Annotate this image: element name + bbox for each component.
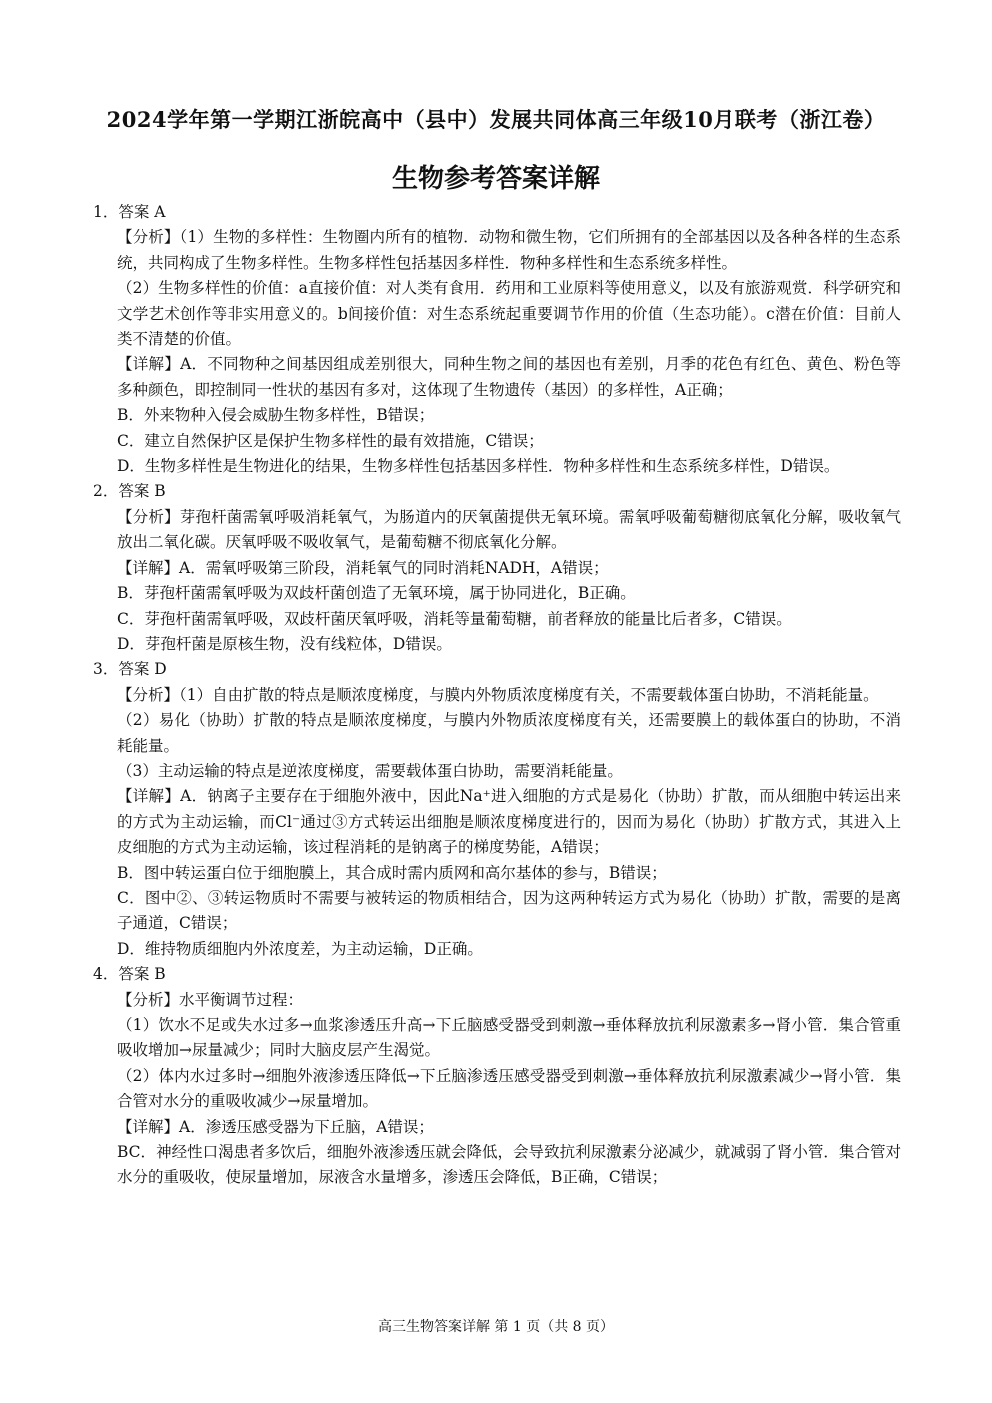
paragraph: 【分析】水平衡调节过程： xyxy=(117,990,304,1009)
paragraph: 【分析】（1）自由扩散的特点是顺浓度梯度，与膜内外物质浓度梯度有关，不需要载体蛋白协助，不消耗能量。 xyxy=(117,685,879,704)
question-heading: 4．答案 B xyxy=(93,965,166,984)
paragraph: 【详解】A．钠离子主要存在于细胞外液中，因此Na⁺进入细胞的方式是易化（协助）扩散，而从细胞中转运出来的方式为主动运输，而Cl⁻通过③方式转运出细胞是顺浓度梯度进行的，因而为易化（协助）扩散方式，其进入上皮细胞的方式为主动运输，该过程消耗的是钠离子的梯度势能，A错误； xyxy=(117,787,901,857)
answer-content xyxy=(93,200,901,1191)
paragraph: D．生物多样性是生物进化的结果，生物多样性包括基因多样性．物种多样性和生态系统多样性，D错误。 xyxy=(117,457,840,476)
page-footer: 高三生物答案详解 第 1 页（共 8 页） xyxy=(377,1319,615,1335)
paragraph: 【详解】A．需氧呼吸第三阶段，消耗氧气的同时消耗NADH，A错误； xyxy=(117,558,609,577)
paragraph: B．芽孢杆菌需氧呼吸为双歧杆菌创造了无氧环境，属于协同进化，B正确。 xyxy=(117,584,636,603)
question-heading: 2．答案 B xyxy=(93,482,166,501)
paragraph: BC．神经性口渴患者多饮后，细胞外液渗透压就会降低，会导致抗利尿激素分泌减少，就减弱了肾小管．集合管对水分的重吸收，使尿量增加，尿液含水量增多，渗透压会降低，B正确，C错误； xyxy=(117,1143,901,1187)
paragraph: C．建立自然保护区是保护生物多样性的最有效措施，C错误； xyxy=(117,431,544,450)
question-4 xyxy=(93,962,901,1191)
paragraph: 【详解】A．不同物种之间基因组成差别很大，同种生物之间的基因也有差别，月季的花色有红色、黄色、粉色等多种颜色，即控制同一性状的基因有多对，这体现了生物遗传（基因）的多样性，A正确； xyxy=(117,355,901,399)
paragraph: 【分析】芽孢杆菌需氧呼吸消耗氧气，为肠道内的厌氧菌提供无氧环境。需氧呼吸葡萄糖彻底氧化分解，吸收氧气放出二氧化碳。厌氧呼吸不吸收氧气，是葡萄糖不彻底氧化分解。 xyxy=(117,507,901,552)
paragraph: 【详解】A．渗透压感受器为下丘脑，A错误； xyxy=(117,1117,434,1136)
paragraph: （2）体内水过多时→细胞外液渗透压降低→下丘脑渗透压感受器受到刺激→垂体释放抗利尿激素减少→肾小管．集合管对水分的重吸收减少→尿量增加。 xyxy=(117,1066,901,1111)
paragraph: D．维持物质细胞内外浓度差，为主动运输，D正确。 xyxy=(117,939,483,958)
paragraph: B．图中转运蛋白位于细胞膜上，其合成时需内质网和高尔基体的参与，B错误； xyxy=(117,863,667,882)
question-1 xyxy=(93,200,901,479)
paragraph: （3）主动运输的特点是逆浓度梯度，需要载体蛋白协助，需要消耗能量。 xyxy=(117,761,623,780)
paragraph: B．外来物种入侵会威胁生物多样性，B错误； xyxy=(117,406,435,425)
paragraph: （2）易化（协助）扩散的特点是顺浓度梯度，与膜内外物质浓度梯度有关，还需要膜上的载体蛋白的协助，不消耗能量。 xyxy=(117,711,901,755)
paragraph: （1）饮水不足或失水过多→血浆渗透压升高→下丘脑感受器受到刺激→垂体释放抗利尿激素多→肾小管．集合管重吸收增加→尿量减少；同时大脑皮层产生渴觉。 xyxy=(117,1016,901,1060)
question-3 xyxy=(93,657,901,962)
paragraph: C．图中②、③转运物质时不需要与被转运的物质相结合，因为这两种转运方式为易化（协助）扩散，需要的是离子通道，C错误； xyxy=(117,888,901,933)
paragraph: D．芽孢杆菌是原核生物，没有线粒体，D错误。 xyxy=(117,634,452,653)
question-2 xyxy=(93,479,901,657)
paragraph: （2）生物多样性的价值：a直接价值：对人类有食用．药用和工业原料等使用意义，以及有旅游观赏．科学研究和文学艺术创作等非实用意义的。b间接价值：对生态系统起重要调节作用的价值（生态功能）。c潜在价值：目前人类不清楚的价值。 xyxy=(117,279,901,349)
paragraph: 【分析】（1）生物的多样性：生物圈内所有的植物．动物和微生物，它们所拥有的全部基因以及各种各样的生态系统，共同构成了生物多样性。生物多样性包括基因多样性．物种多样性和生态系统多样性。 xyxy=(117,228,901,272)
question-heading: 3．答案 D xyxy=(93,660,167,679)
page-subtitle: 生物参考答案详解 xyxy=(391,164,600,194)
page-title: 2024学年第一学期江浙皖高中（县中）发展共同体高三年级10月联考（浙江卷） xyxy=(106,107,886,132)
paragraph: C．芽孢杆菌需氧呼吸，双歧杆菌厌氧呼吸，消耗等量葡萄糖，前者释放的能量比后者多，C错误。 xyxy=(117,609,792,628)
question-heading: 1．答案 A xyxy=(93,203,166,221)
